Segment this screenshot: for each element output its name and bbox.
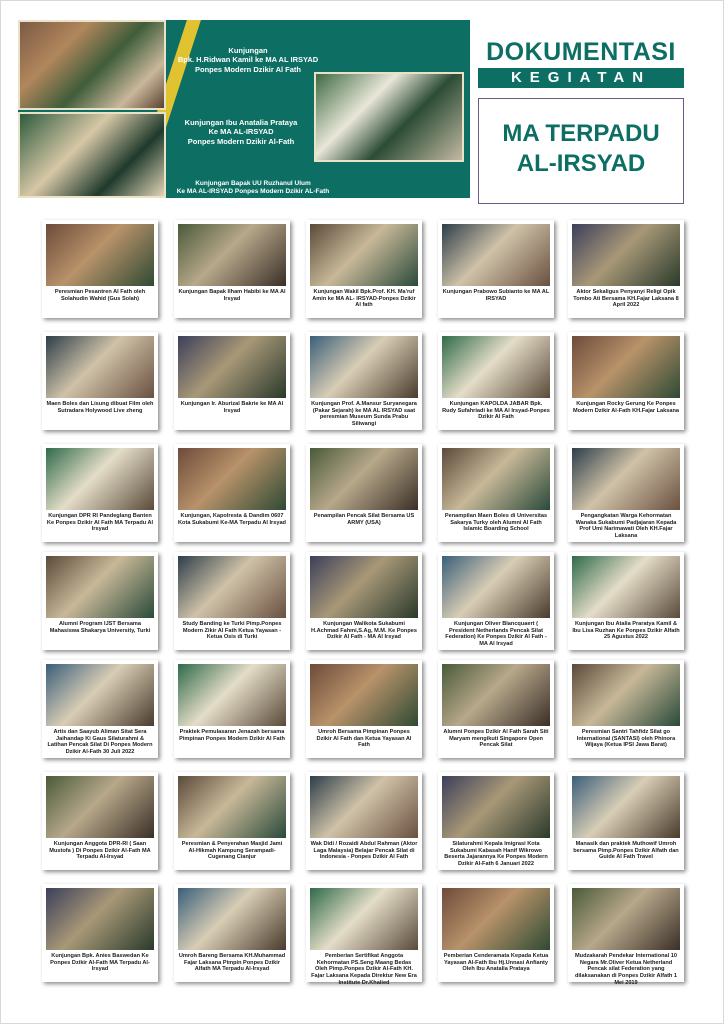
photo-card-image xyxy=(178,224,286,286)
photo-card-image xyxy=(46,556,154,618)
photo-card-image xyxy=(178,448,286,510)
photo-card xyxy=(42,444,158,542)
photo-card-caption: Peresmian Pesantren Al Fath oleh Solahudin Wahid (Gus Solah) xyxy=(54,289,146,302)
photo-card xyxy=(306,332,422,430)
photo-card-image xyxy=(572,448,680,510)
photo-card-image xyxy=(310,888,418,950)
photo-card xyxy=(438,552,554,650)
photo-card-caption: Kunjungan, Kapolresta & Dandim 0607 Kota Sukabumi Ke-MA Terpadu Al Irsyad xyxy=(178,513,286,526)
school-title-line2: AL-IRSYAD xyxy=(516,150,646,177)
photo-card xyxy=(568,660,684,758)
photo-card-caption: Peresmian Santri Tahfidz Silat go International (SANTASI) oleh Phinora Wijaya (Ketua IPSI Jawa Barat) xyxy=(576,729,676,749)
photo-card-caption: Kunjungan Bpk. Anies Baswedan Ke Ponpes Dzikir Al-Fath MA Terpadu Al-Irsyad xyxy=(50,953,150,973)
photo-card-image xyxy=(310,224,418,286)
photo-card-image xyxy=(572,776,680,838)
banner-photo-uu-ruzhanul xyxy=(18,112,166,198)
photo-card-caption: Praktek Pemulasaran Jenazah bersama Pimpinan Ponpes Modern Dzikir Al Fath xyxy=(179,729,285,742)
photo-card xyxy=(438,220,554,318)
photo-card-caption: Wak Didi / Rozaidi Abdul Rahman (Aktor Laga Malaysia) Belajar Pencak Silat di Indonesia - Ponpes Dzikir Al Fath xyxy=(310,841,418,861)
photo-card xyxy=(42,660,158,758)
photo-card xyxy=(174,220,290,318)
banner-photo-anatalia xyxy=(314,72,464,162)
photo-card-image xyxy=(442,336,550,398)
photo-card-image xyxy=(178,776,286,838)
photo-card-image xyxy=(310,776,418,838)
photo-card-image xyxy=(442,224,550,286)
photo-card-caption: Kunjungan Prabowo Subianto ke MA AL IRSYAD xyxy=(442,289,550,302)
photo-card-image xyxy=(178,336,286,398)
photo-card-caption: Kunjungan KAPOLDA JABAR Bpk. Rudy Sufahriadi ke MA Al Irsyad-Ponpes Dzikir Al Fath xyxy=(442,401,550,421)
photo-card xyxy=(568,772,684,870)
photo-card xyxy=(306,444,422,542)
photo-card-image xyxy=(310,448,418,510)
photo-card-caption: Kunjungan Ibu Atalia Praratya Kamil & Ibu Lisa Ruzhan Ke Ponpes Dzikir Alfath 25 Agustus 2022 xyxy=(572,621,680,641)
banner-caption-1: Kunjungan Bpk. H.Ridwan Kamil ke MA AL IRSYAD Ponpes Modern Dzikir Al Fath xyxy=(177,46,319,74)
photo-card-caption: Penampilan Pencak Silat Bersama US ARMY (USA) xyxy=(313,513,415,526)
photo-card-caption: Maen Boles dan Lisung dibuat Film oleh Sutradara Holywood Live zheng xyxy=(46,401,154,414)
photo-card xyxy=(306,884,422,986)
photo-card-caption: Manasik dan praktek Muthowif Umroh bersama Pimp.Ponpes Dzikir Alfath dan Guide Al Fath Travel xyxy=(573,841,679,861)
photo-card xyxy=(438,884,554,982)
photo-card xyxy=(568,552,684,650)
photo-card xyxy=(438,772,554,870)
photo-card-image xyxy=(442,776,550,838)
title-dokumentasi: DOKUMENTASI xyxy=(486,38,676,66)
photo-card xyxy=(568,220,684,318)
title-kegiatan: KEGIATAN xyxy=(478,68,684,88)
photo-card xyxy=(568,884,684,986)
photo-card-caption: Kunjungan Ir. Aburizal Bakrie ke MA Al Irsyad xyxy=(180,401,284,414)
photo-card-image xyxy=(46,448,154,510)
photo-card-caption: Artis dan Saayub Aliman Sitat Sera Jaihandap Ki Gaus Silaturahmi & Latihan Pencak Silat Di Ponpes Modern Dzikir Al-Fath 30 Juli 2022 xyxy=(47,729,153,756)
photo-card-caption: Pengangkatan Warga Kehormatan Wanaka Sukabumi Padjajaran Kepada Prof Umi Narimawati Oleh KH.Fajar Laksana xyxy=(575,513,677,540)
photo-card-image xyxy=(178,888,286,950)
photo-card xyxy=(306,220,422,318)
photo-card-caption: Kunjungan Walikota Sukabumi H.Achmad Fahmi,S.Ag, M.M. Ke Ponpes Dzikir Al Fath - MA Al Irsyad xyxy=(311,621,417,641)
photo-grid xyxy=(42,220,690,1014)
photo-card xyxy=(438,660,554,758)
photo-card xyxy=(174,772,290,870)
photo-card-caption: Umroh Bersama Pimpinan Ponpes Dzikir Al Fath dan Ketua Yayasan Al Fath xyxy=(316,729,412,749)
photo-card-caption: Kunjungan Wakil Bpk.Prof. KH. Ma'ruf Amin ke MA AL- IRSYAD-Ponpes Dzikir Al fath xyxy=(312,289,416,309)
photo-card-image xyxy=(178,556,286,618)
photo-card xyxy=(306,772,422,870)
photo-card-caption: Alumni Program IJST Bersama Mahasiswa Shakarya University, Turki xyxy=(49,621,151,634)
photo-card-image xyxy=(442,888,550,950)
photo-card-caption: Umroh Bareng Bersama KH.Muhammad Fajar Laksana Pimpin Ponpes Dzikir Alfath MA Terpadu Al-Irsyad xyxy=(178,953,286,973)
photo-card-image xyxy=(572,224,680,286)
photo-card xyxy=(42,772,158,870)
school-title-box xyxy=(478,98,684,204)
photo-card xyxy=(42,332,158,430)
photo-card-image xyxy=(572,556,680,618)
photo-card-caption: Kunjungan Rocky Gerung Ke Ponpes Modern Dzikir Al-Fath KH.Fajar Laksana xyxy=(572,401,680,414)
photo-card xyxy=(568,444,684,542)
banner-photo-ridwan-kamil xyxy=(18,20,166,110)
photo-card-image xyxy=(572,664,680,726)
photo-card xyxy=(174,332,290,430)
photo-card-image xyxy=(46,336,154,398)
photo-card xyxy=(42,220,158,318)
photo-card xyxy=(174,444,290,542)
photo-card xyxy=(306,552,422,650)
photo-card-caption: Kunjungan Bapak Ilham Habibi ke MA Al Irsyad xyxy=(178,289,286,302)
photo-card-image xyxy=(442,664,550,726)
photo-card-caption: Peresmian & Penyerahan Masjid Jami Al-Hikmah Kampung Serampadi- Cugenang Cianjur xyxy=(181,841,283,861)
photo-card-caption: Penampilan Maen Boles di Universitas Sakarya Turky oleh Alumni Al Fath Islamic Boarding School xyxy=(444,513,548,533)
photo-card-image xyxy=(310,664,418,726)
photo-card-image xyxy=(310,556,418,618)
photo-card-caption: Study Banding ke Turki Pimp.Ponpes Modern Zikir Al Fath Ketua Yayasan - Ketua Osis di Turki xyxy=(182,621,282,641)
photo-card-caption: Kunjungan Oliver Blancquaert ( President Netherlands Pencak Silat Federation) Ke Ponpes Dzikir Al Fath - MA Al Irsyad xyxy=(445,621,547,648)
photo-card-image xyxy=(178,664,286,726)
photo-card xyxy=(568,332,684,430)
photo-card xyxy=(42,884,158,982)
photo-card-caption: Silaturahmi Kepala Imigrasi Kota Sukabumi Kabasah Hanif Wikrowo Beserta Jajarannya Ke Ponpes Modern Dzikir Al-Fath 6 Januari 2022 xyxy=(444,841,548,868)
photo-card xyxy=(174,884,290,982)
photo-card-caption: Aktor Sekaligus Penyanyi Religi Opik Tombo Ati Bersama KH.Fajar Laksana 8 April 2022 xyxy=(573,289,679,309)
photo-card-image xyxy=(310,336,418,398)
photo-card-caption: Pemberian Sertifikat Anggota Kehormatan PS.Seng Maang Bedas Oleh Pimp.Ponpes Dzikir Al-Fath KH. Fajar Laksana Kepada Direktur New Era Institute Dr.Khalied xyxy=(311,953,417,986)
banner-caption-2: Kunjungan Ibu Anatalia Prataya Ke MA AL-IRSYAD Ponpes Modern Dzikir Al-Fath xyxy=(184,118,298,146)
photo-card xyxy=(306,660,422,758)
photo-card-caption: Mudzakarah Pendekar International 10 Negara Mr.Oliver Ketua Netherland Pencak silat Federation yang dilaksanakan di Ponpes Dzikir Alfath 1 Mei 2019 xyxy=(574,953,678,986)
photo-card-image xyxy=(442,556,550,618)
photo-card xyxy=(174,660,290,758)
school-title-line1: MA TERPADU xyxy=(502,120,660,147)
photo-card xyxy=(42,552,158,650)
photo-card-image xyxy=(442,448,550,510)
photo-card-image xyxy=(46,776,154,838)
photo-card-image xyxy=(572,888,680,950)
photo-card-image xyxy=(46,664,154,726)
photo-card-caption: Kunjungan DPR RI Pandeglang Banten Ke Ponpes Dzikir Al Fath MA Terpadu Al Irsyad xyxy=(46,513,154,533)
photo-card-caption: Pemberian Cenderamata Kepada Ketua Yayasan Al-Fath Ibu Hj.Unnasi Anfianty Oleh Ibu Anatalia Prataya xyxy=(443,953,549,973)
photo-card-caption: Kunjungan Anggota DPR-RI ( Saan Mustofa ) Di Ponpes Dzikir Al-Fath MA Terpadu Al-Irsyad xyxy=(49,841,151,861)
photo-card-caption: Alumni Ponpes Dzikir Al Fath Sarah Siti Maryam mengikuti Singapore Open Pencak Silat xyxy=(443,729,549,749)
photo-card-image xyxy=(46,224,154,286)
header-banner xyxy=(18,20,470,198)
photo-card xyxy=(174,552,290,650)
photo-card-image xyxy=(572,336,680,398)
photo-card xyxy=(438,332,554,430)
banner-caption-3: Kunjungan Bapak UU Ruzhanul Ulum Ke MA AL-IRSYAD Ponpes Modern Dzikir AL-Fath xyxy=(176,180,330,196)
photo-card xyxy=(438,444,554,542)
photo-card-image xyxy=(46,888,154,950)
photo-card-caption: Kunjungan Prof. A.Mansur Suryanegara (Pakar Sejarah) ke MA AL IRSYAD saat peresmian Museum Sunda Prabu Siliwangi xyxy=(311,401,417,428)
